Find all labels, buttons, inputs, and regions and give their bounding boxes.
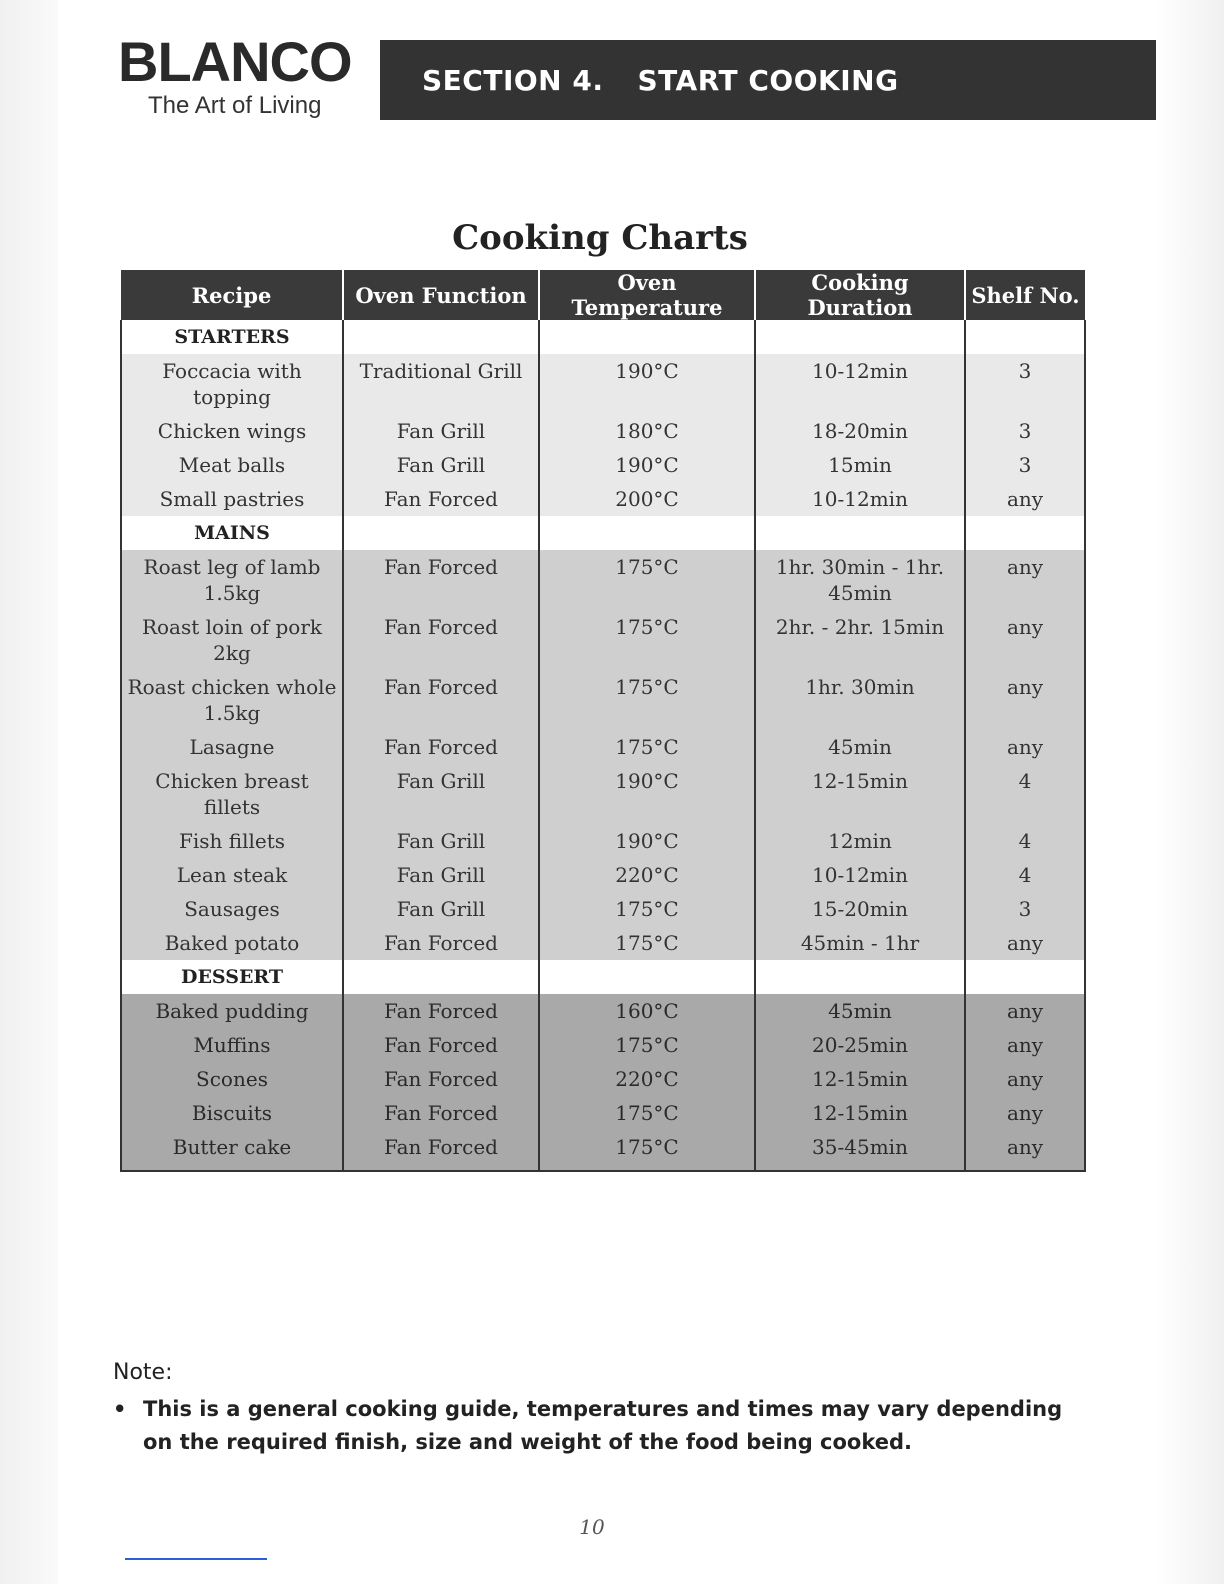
group-label: DESSERT [121, 960, 343, 994]
group-label: STARTERS [121, 320, 343, 354]
cell-oven-temperature: 175°C [539, 1028, 755, 1062]
cell-shelf-no: any [965, 670, 1085, 730]
table-row [121, 482, 1085, 516]
cell-cooking-duration: 45min [755, 994, 965, 1028]
cell-cooking-duration: 45min - 1hr [755, 926, 965, 960]
table-row [121, 414, 1085, 448]
table-row [121, 670, 1085, 730]
cell-shelf-no: any [965, 994, 1085, 1028]
cell-shelf-no: any [965, 926, 1085, 960]
cell-recipe: Baked potato [121, 926, 343, 960]
cell-oven-function: Fan Forced [343, 610, 539, 670]
group-spacer-cell [539, 960, 755, 994]
cell-cooking-duration: 12-15min [755, 764, 965, 824]
cell-recipe: Lean steak [121, 858, 343, 892]
group-spacer-cell [755, 516, 965, 550]
cell-recipe: Foccacia with topping [121, 354, 343, 414]
cell-cooking-duration: 12-15min [755, 1096, 965, 1130]
cell-oven-function: Fan Grill [343, 824, 539, 858]
cell-recipe: Lasagne [121, 730, 343, 764]
cell-shelf-no: 3 [965, 448, 1085, 482]
cell-oven-function: Fan Forced [343, 1130, 539, 1171]
cell-cooking-duration: 1hr. 30min [755, 670, 965, 730]
group-spacer-cell [539, 516, 755, 550]
cell-cooking-duration: 2hr. - 2hr. 15min [755, 610, 965, 670]
cell-cooking-duration: 35-45min [755, 1130, 965, 1171]
cell-oven-temperature: 175°C [539, 892, 755, 926]
cell-shelf-no: 4 [965, 858, 1085, 892]
brand-block [118, 30, 352, 120]
cell-oven-temperature: 220°C [539, 1062, 755, 1096]
cell-cooking-duration: 10-12min [755, 482, 965, 516]
note-text: This is a general cooking guide, temperatures and times may vary depending on the required finish, size and weight of the food being cooked. [143, 1397, 1063, 1454]
cell-oven-temperature: 220°C [539, 858, 755, 892]
cell-oven-function: Fan Forced [343, 1062, 539, 1096]
cell-recipe: Roast leg of lamb 1.5kg [121, 550, 343, 610]
cell-oven-function: Fan Grill [343, 414, 539, 448]
cell-cooking-duration: 20-25min [755, 1028, 965, 1062]
group-spacer-cell [539, 320, 755, 354]
cell-recipe: Meat balls [121, 448, 343, 482]
cell-cooking-duration: 45min [755, 730, 965, 764]
cell-recipe: Roast chicken whole 1.5kg [121, 670, 343, 730]
table-row [121, 764, 1085, 824]
cell-oven-temperature: 175°C [539, 1096, 755, 1130]
table-row [121, 354, 1085, 414]
page-number: 10 [579, 1515, 605, 1539]
brand-tagline: The Art of Living [148, 92, 322, 119]
cell-oven-function: Fan Forced [343, 994, 539, 1028]
cell-oven-function: Fan Grill [343, 764, 539, 824]
cell-recipe: Chicken breast fillets [121, 764, 343, 824]
table-row [121, 448, 1085, 482]
table-row [121, 730, 1085, 764]
cell-shelf-no: any [965, 610, 1085, 670]
table-body [121, 320, 1085, 1171]
cell-shelf-no: any [965, 1096, 1085, 1130]
cell-oven-function: Fan Forced [343, 1028, 539, 1062]
table-row [121, 994, 1085, 1028]
cell-oven-temperature: 190°C [539, 824, 755, 858]
group-spacer-cell [965, 320, 1085, 354]
cell-recipe: Chicken wings [121, 414, 343, 448]
cell-oven-function: Fan Grill [343, 858, 539, 892]
table-row [121, 1062, 1085, 1096]
cell-recipe: Biscuits [121, 1096, 343, 1130]
cell-shelf-no: 4 [965, 824, 1085, 858]
cell-oven-temperature: 175°C [539, 670, 755, 730]
cell-shelf-no: any [965, 550, 1085, 610]
group-spacer-cell [343, 516, 539, 550]
cell-cooking-duration: 10-12min [755, 354, 965, 414]
cell-oven-function: Traditional Grill [343, 354, 539, 414]
table-row [121, 824, 1085, 858]
cell-cooking-duration: 18-20min [755, 414, 965, 448]
table-row [121, 1130, 1085, 1171]
cell-shelf-no: 3 [965, 414, 1085, 448]
cell-oven-temperature: 175°C [539, 730, 755, 764]
cell-oven-function: Fan Forced [343, 926, 539, 960]
cell-oven-temperature: 175°C [539, 1130, 755, 1171]
cell-oven-temperature: 175°C [539, 610, 755, 670]
note-heading: Note: [113, 1360, 173, 1385]
cell-oven-temperature: 190°C [539, 354, 755, 414]
group-row [121, 320, 1085, 354]
header-oven-function: Oven Function [343, 270, 539, 320]
section-banner [380, 40, 1156, 120]
group-spacer-cell [965, 960, 1085, 994]
footer-rule [125, 1558, 267, 1560]
cell-shelf-no: any [965, 482, 1085, 516]
table-row [121, 892, 1085, 926]
cell-cooking-duration: 10-12min [755, 858, 965, 892]
cell-cooking-duration: 15min [755, 448, 965, 482]
header-shelf-no: Shelf No. [965, 270, 1085, 320]
header-cooking-duration: Cooking Duration [755, 270, 965, 320]
cell-oven-temperature: 160°C [539, 994, 755, 1028]
cell-shelf-no: 4 [965, 764, 1085, 824]
group-spacer-cell [965, 516, 1085, 550]
cell-cooking-duration: 1hr. 30min - 1hr. 45min [755, 550, 965, 610]
cell-oven-function: Fan Grill [343, 892, 539, 926]
cell-recipe: Roast loin of pork 2kg [121, 610, 343, 670]
group-spacer-cell [755, 960, 965, 994]
cell-oven-temperature: 190°C [539, 448, 755, 482]
cell-recipe: Small pastries [121, 482, 343, 516]
cell-shelf-no: 3 [965, 892, 1085, 926]
table-row [121, 1028, 1085, 1062]
group-row [121, 960, 1085, 994]
cell-oven-function: Fan Forced [343, 550, 539, 610]
table-header-row [121, 270, 1085, 320]
cell-cooking-duration: 15-20min [755, 892, 965, 926]
section-number: SECTION 4. [422, 63, 604, 97]
cell-oven-function: Fan Forced [343, 670, 539, 730]
bullet-icon: • [113, 1397, 127, 1421]
table-row [121, 550, 1085, 610]
cell-shelf-no: 3 [965, 354, 1085, 414]
table-row [121, 1096, 1085, 1130]
cell-cooking-duration: 12min [755, 824, 965, 858]
cell-oven-function: Fan Forced [343, 1096, 539, 1130]
table-row [121, 926, 1085, 960]
page-title: Cooking Charts [452, 218, 748, 258]
note-item [113, 1393, 1073, 1459]
cell-shelf-no: any [965, 1028, 1085, 1062]
cell-shelf-no: any [965, 730, 1085, 764]
cell-oven-temperature: 200°C [539, 482, 755, 516]
group-row [121, 516, 1085, 550]
group-spacer-cell [343, 960, 539, 994]
header-oven-temperature: Oven Temperature [539, 270, 755, 320]
group-label: MAINS [121, 516, 343, 550]
table-row [121, 858, 1085, 892]
cell-oven-temperature: 175°C [539, 926, 755, 960]
group-spacer-cell [343, 320, 539, 354]
cell-oven-temperature: 180°C [539, 414, 755, 448]
cell-recipe: Fish fillets [121, 824, 343, 858]
cell-shelf-no: any [965, 1130, 1085, 1171]
cell-recipe: Scones [121, 1062, 343, 1096]
cell-oven-function: Fan Forced [343, 730, 539, 764]
cell-recipe: Butter cake [121, 1130, 343, 1171]
cell-recipe: Muffins [121, 1028, 343, 1062]
table-row [121, 610, 1085, 670]
group-spacer-cell [755, 320, 965, 354]
cell-oven-temperature: 175°C [539, 550, 755, 610]
cell-oven-function: Fan Grill [343, 448, 539, 482]
cell-oven-function: Fan Forced [343, 482, 539, 516]
cell-oven-temperature: 190°C [539, 764, 755, 824]
header-recipe: Recipe [121, 270, 343, 320]
cell-shelf-no: any [965, 1062, 1085, 1096]
cell-recipe: Sausages [121, 892, 343, 926]
note-block [113, 1360, 1073, 1459]
cell-cooking-duration: 12-15min [755, 1062, 965, 1096]
section-title: START COOKING [637, 63, 899, 97]
brand-logo: BLANCO [118, 30, 352, 93]
cell-recipe: Baked pudding [121, 994, 343, 1028]
cooking-chart-table [120, 270, 1086, 1172]
